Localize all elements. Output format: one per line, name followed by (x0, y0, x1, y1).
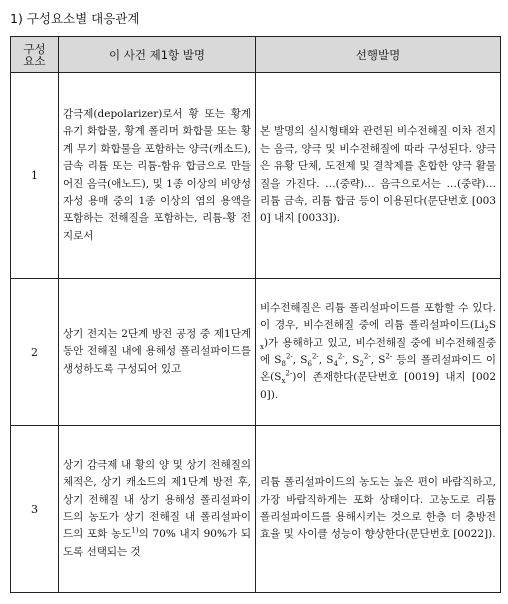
prior-art-cell (256, 426, 501, 593)
invention-text: 감극제(depolarizer)로서 황 또는 황계 유기 화합물, 황계 폴리머 화합물 또는 황계 무기 화합물을 포함하는 양극(캐소드), 금속 리튬 또는 리튬-함유 합금으로 만들어진 음극(애노드), 및 1종 이상의 비양성자성 용매 중의 1종 이상의 염의 용액을 포함하는 전해질을 포함하는, 리튬-황 전지로서 (63, 107, 251, 242)
header-element (11, 37, 59, 73)
prior-art-text: 리튬 폴리설파이드의 농도는 높은 편이 바람직하고, 가장 바람직하게는 포화 상태이다. 고농도로 리튬 폴리설파이드를 용해시키는 것으로 한층 더 충방전 효율 및 사이클 성능이 향상한다(문단번호 [0022]). (260, 476, 496, 541)
header-prior-art: 선행발명 (256, 37, 501, 73)
section-heading: 1) 구성요소별 대응관계 (10, 11, 140, 26)
element-number: 1 (11, 73, 59, 279)
prior-art-cell (256, 73, 501, 279)
prior-art-text: 본 발명의 실시형태와 관련된 비수전해질 이차 전지는 음극, 양극 및 비수전해질에 따라 구성된다. 양극은 유황 단체, 도전제 및 결착제를 혼합한 양극 활물질을 가진다. …(중략)… 음극으로서는 …(중략)… 리튬 금속, 리튬 합금 등이 이용된다(문단번호 [0030] 내지 [0033]). (260, 125, 496, 225)
invention-cell (59, 426, 256, 593)
invention-cell (59, 73, 256, 279)
table-row (11, 279, 501, 426)
element-number: 2 (11, 279, 59, 426)
element-number: 3 (11, 426, 59, 593)
table-row (11, 426, 501, 593)
table-header-row (11, 37, 501, 73)
header-element-line1: 구성 (23, 41, 46, 56)
header-invention: 이 사건 제1항 발명 (59, 37, 256, 73)
footnote-marker: 1) (131, 526, 139, 535)
header-element-line2: 요소 (23, 53, 46, 68)
correspondence-table (10, 36, 501, 593)
invention-text: 상기 전지는 2단계 방전 공정 중 제1단계 동안 전해질 내에 용해성 폴리설파이드를 생성하도록 구성되어 있고 (63, 327, 251, 375)
invention-text: 상기 감극제 내 황의 양 및 상기 전해질의 체적은, 상기 캐소드의 제1단계 방전 후, 상기 전해질 내 상기 용해성 폴리설파이드의 농도가 상기 전해질 내 폴리설파이드의 포화 농도$^{1)}$의 70% 내지 90%가 되도록 선택되는 것 (63, 458, 251, 558)
prior-art-cell (256, 279, 501, 426)
prior-art-text: 비수전해질은 리튬 폴리설파이드를 포함할 수 있다. 이 경우, 비수전해질 중에 리튬 폴리설파이드$(Li_2S_x)$가 용해하고 있고, 비수전해질 중에 비수전해질중에 $S_8^{2-}$, $S_6^{2-}$, $S_4^{2-}$, $S_2^{2-}$, $S^{2-}$ 등의 폴리설파이드 이온$(S_x^{2-})$이 존재한다(문단번호 [0019] 내지 [0020]). (260, 301, 496, 401)
invention-cell (59, 279, 256, 426)
table-row (11, 73, 501, 279)
